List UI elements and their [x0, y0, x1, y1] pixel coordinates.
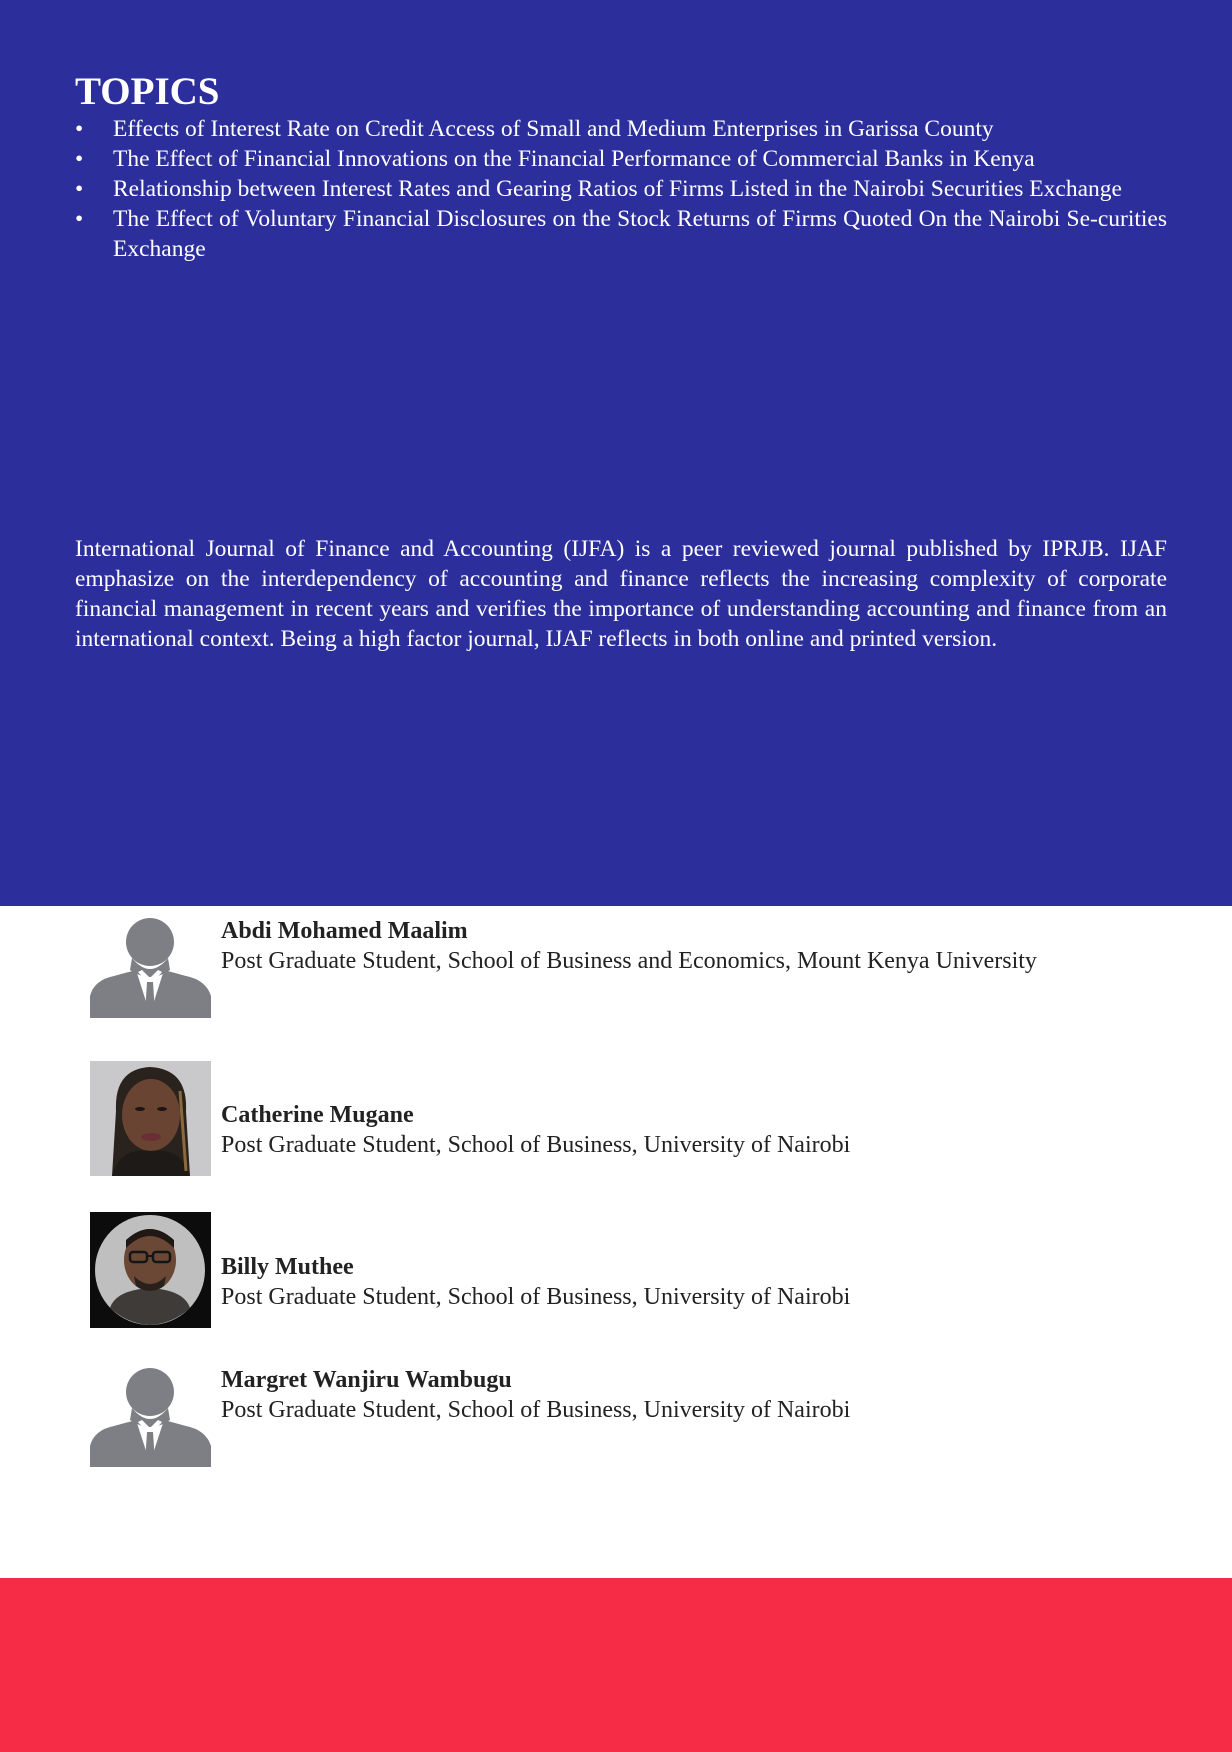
author-entry	[90, 1212, 1190, 1332]
red-footer-band	[0, 1578, 1232, 1752]
author-entry	[90, 914, 1190, 1034]
bullet: •	[75, 176, 84, 202]
author-role: Post Graduate Student, School of Business, University of Nairobi	[221, 1284, 851, 1310]
author-details	[221, 916, 1037, 976]
topics-title: TOPICS	[75, 70, 220, 113]
author-entry	[90, 1061, 1190, 1181]
author-details	[221, 1365, 850, 1425]
author-name: Margret Wanjiru Wambugu	[221, 1367, 512, 1393]
author-details	[221, 1100, 850, 1160]
author-role: Post Graduate Student, School of Business and Economics, Mount Kenya University	[221, 948, 1037, 974]
bullet: •	[75, 146, 84, 172]
author-details	[221, 1252, 850, 1312]
author-name: Billy Muthee	[221, 1254, 354, 1280]
topic-text: Effects of Interest Rate on Credit Access of Small and Medium Enterprises in Garissa County	[113, 116, 994, 142]
avatar-placeholder-icon	[90, 1364, 211, 1467]
avatar-placeholder-icon	[90, 914, 211, 1018]
topic-text: Relationship between Interest Rates and Gearing Ratios of Firms Listed in the Nairobi Securities Exchange	[113, 176, 1122, 202]
topic-item	[75, 174, 1167, 204]
author-name: Abdi Mohamed Maalim	[221, 918, 468, 944]
author-name: Catherine Mugane	[221, 1102, 414, 1128]
author-photo	[90, 1061, 211, 1176]
topic-item	[75, 204, 1167, 264]
author-role: Post Graduate Student, School of Business, University of Nairobi	[221, 1397, 851, 1423]
author-photo	[90, 1212, 211, 1328]
topic-item	[75, 114, 1167, 144]
topic-text: The Effect of Financial Innovations on the Financial Performance of Commercial Banks in Kenya	[113, 146, 1035, 172]
bullet: •	[75, 116, 84, 142]
topic-text: The Effect of Voluntary Financial Disclosures on the Stock Returns of Firms Quoted On the Nairobi Se-curities Exchange	[113, 206, 1167, 262]
bullet: •	[75, 206, 84, 232]
topics-list	[75, 114, 1167, 264]
author-role: Post Graduate Student, School of Business, University of Nairobi	[221, 1132, 851, 1158]
journal-description: International Journal of Finance and Accounting (IJFA) is a peer reviewed journal published by IPRJB. IJAF emphasize on the interdependency of accounting and finance reflects the increasing complexity of corporate financial management in recent years and verifies the importance of understanding accounting and finance from an international context. Being a high factor journal, IJAF reflects in both online and printed version.	[75, 536, 1167, 652]
topic-item	[75, 144, 1167, 174]
author-entry	[90, 1364, 1190, 1484]
